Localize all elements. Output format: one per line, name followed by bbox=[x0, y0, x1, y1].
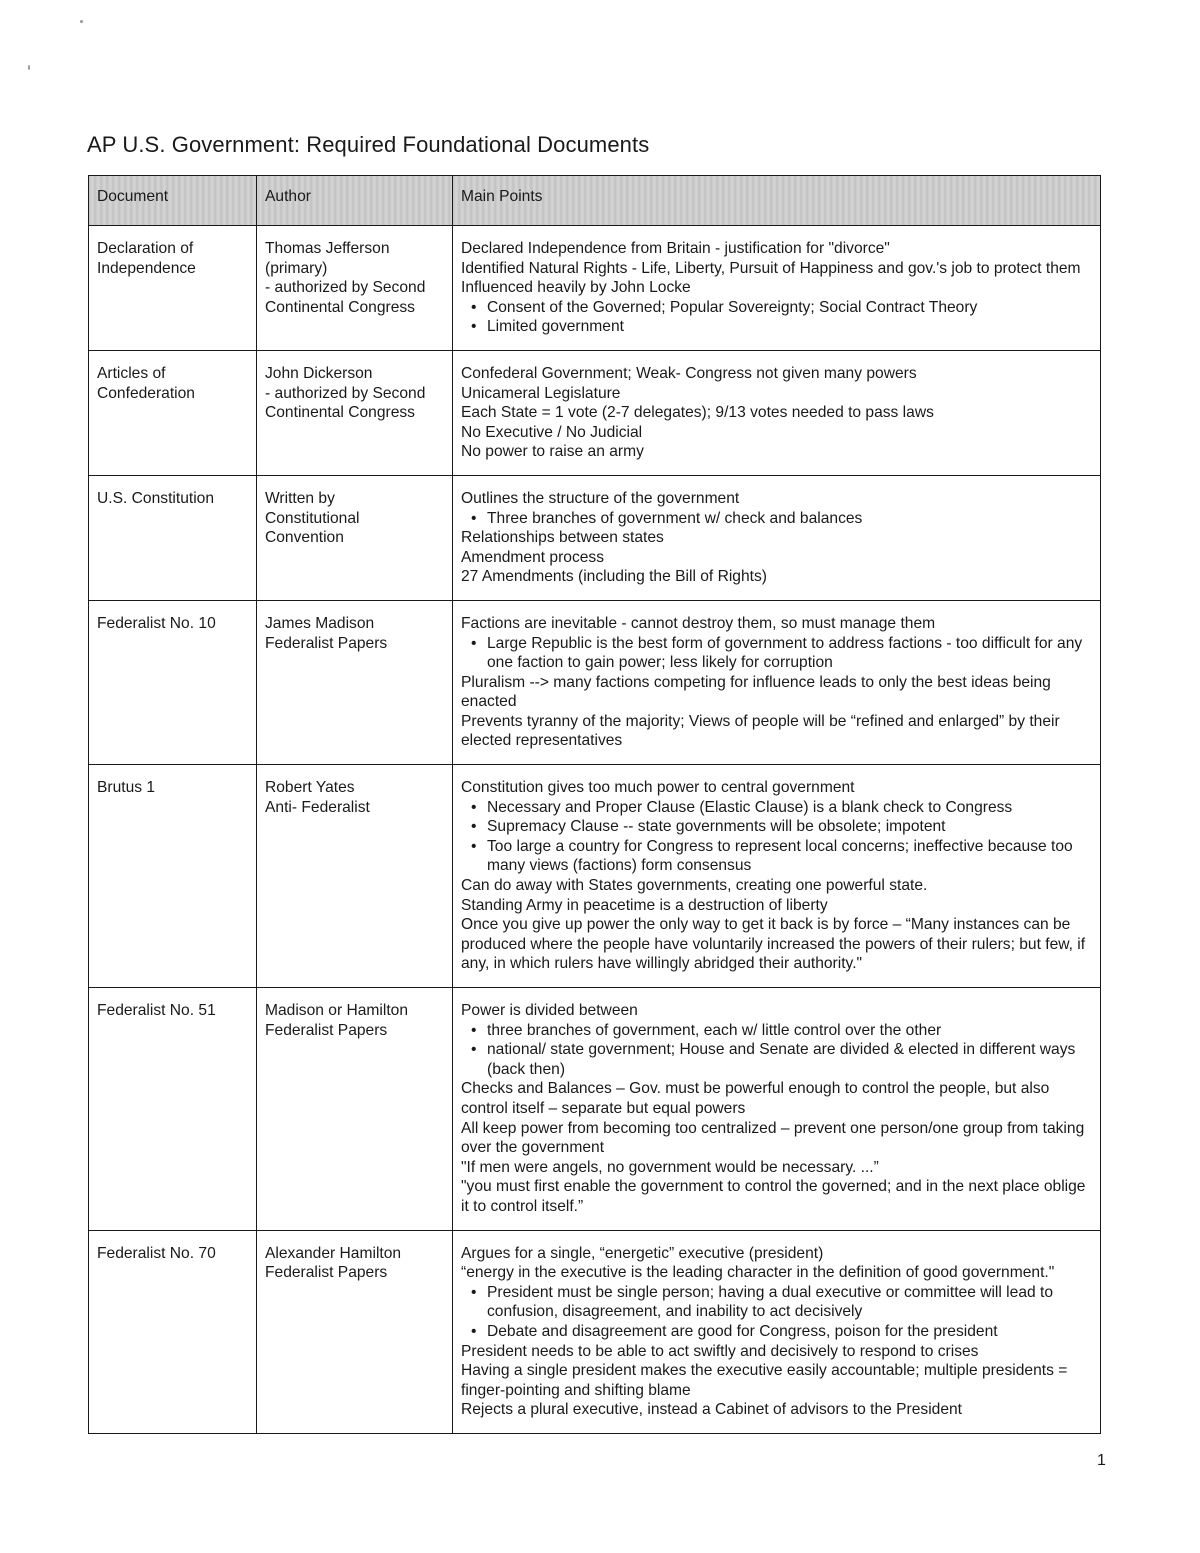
cell-main-points bbox=[453, 765, 1101, 988]
author-line: Continental Congress bbox=[265, 298, 415, 316]
cell-author bbox=[257, 226, 453, 351]
author-line: Constitutional bbox=[265, 509, 360, 527]
author-line: Convention bbox=[265, 529, 344, 547]
point-line: Prevents tyranny of the majority; Views of people will be “refined and enlarged” by their elected representatives bbox=[461, 712, 1060, 750]
author-line: John Dickerson bbox=[265, 364, 373, 382]
author-line: Federalist Papers bbox=[265, 1021, 388, 1039]
cell-document: Federalist No. 51 bbox=[89, 988, 257, 1231]
point-line: Can do away with States governments, creating one powerful state. bbox=[461, 877, 928, 895]
header-author: Author bbox=[257, 176, 453, 226]
table-row bbox=[89, 1230, 1101, 1433]
bullet-point: • Necessary and Proper Clause (Elastic Clause) is a blank check to Congress bbox=[461, 798, 1092, 818]
author-line: Federalist Papers bbox=[265, 634, 388, 652]
author-line: Madison or Hamilton bbox=[265, 1002, 409, 1019]
table-row bbox=[89, 350, 1101, 475]
table-row bbox=[89, 600, 1101, 764]
cell-author bbox=[257, 350, 453, 475]
bullet-point: • Too large a country for Congress to represent local concerns; ineffective because too many views (factions) form consensus bbox=[461, 837, 1092, 876]
point-line: "If men were angels, no government would be necessary. ...” bbox=[461, 1158, 879, 1176]
cell-document: Brutus 1 bbox=[89, 765, 257, 988]
header-main-points: Main Points bbox=[453, 176, 1101, 226]
point-line: “energy in the executive is the leading character in the definition of good government." bbox=[461, 1264, 1055, 1282]
table-row bbox=[89, 765, 1101, 988]
cell-main-points bbox=[453, 475, 1101, 600]
scan-speck bbox=[28, 65, 30, 70]
point-line: Declared Independence from Britain - justification for "divorce" bbox=[461, 240, 890, 257]
cell-document: Declaration of Independence bbox=[89, 226, 257, 351]
author-line: - authorized by Second bbox=[265, 384, 426, 402]
header-document: Document bbox=[89, 176, 257, 226]
cell-document: Federalist No. 10 bbox=[89, 600, 257, 764]
point-line: No Executive / No Judicial bbox=[461, 423, 643, 441]
page-number: 1 bbox=[1097, 1452, 1106, 1469]
point-line: Argues for a single, “energetic” executive (president) bbox=[461, 1244, 824, 1262]
point-line: Pluralism --> many factions competing for influence leads to only the best ideas being enacted bbox=[461, 673, 1051, 711]
cell-main-points bbox=[453, 988, 1101, 1231]
table-header-row bbox=[89, 176, 1101, 226]
table-row bbox=[89, 226, 1101, 351]
table-row bbox=[89, 988, 1101, 1231]
point-line: Having a single president makes the executive easily accountable; multiple presidents = finger-pointing and shifting blame bbox=[461, 1362, 1068, 1399]
point-line: Once you give up power the only way to get it back is by force – “Many instances can be produced where the people have voluntarily increased the powers of their rulers; but few, if any, in which rulers have willingly abridged their authority." bbox=[461, 916, 1086, 973]
cell-document: Federalist No. 70 bbox=[89, 1230, 257, 1433]
cell-author bbox=[257, 475, 453, 600]
cell-author bbox=[257, 1230, 453, 1433]
cell-document: U.S. Constitution bbox=[89, 475, 257, 600]
cell-main-points bbox=[453, 600, 1101, 764]
bullet-point: • Large Republic is the best form of government to address factions - too difficult for any one faction to gain power; less likely for corruption bbox=[461, 634, 1092, 673]
point-line: Influenced heavily by John Locke bbox=[461, 279, 691, 297]
page-title: AP U.S. Government: Required Foundational Documents bbox=[87, 132, 650, 157]
author-line: (primary) bbox=[265, 259, 328, 277]
bullet-point: • Supremacy Clause -- state governments will be obsolete; impotent bbox=[461, 817, 1092, 837]
point-line: "you must first enable the government to control the governed; and in the next place oblige it to control itself.” bbox=[461, 1178, 1086, 1215]
author-line: Thomas Jefferson bbox=[265, 240, 390, 257]
author-line: Alexander Hamilton bbox=[265, 1244, 402, 1262]
bullet-point: • Three branches of government w/ check and balances bbox=[461, 509, 1092, 529]
point-line: Checks and Balances – Gov. must be powerful enough to control the people, but also control itself – separate but equal powers bbox=[461, 1080, 1050, 1117]
author-line: Robert Yates bbox=[265, 779, 355, 797]
cell-main-points bbox=[453, 226, 1101, 351]
scan-speck bbox=[80, 20, 83, 23]
point-line: No power to raise an army bbox=[461, 443, 644, 461]
point-line: Power is divided between bbox=[461, 1002, 638, 1019]
cell-main-points bbox=[453, 350, 1101, 475]
table-body bbox=[89, 226, 1101, 1434]
point-line: President needs to be able to act swiftly and decisively to respond to crises bbox=[461, 1342, 979, 1360]
cell-document: Articles of Confederation bbox=[89, 350, 257, 475]
point-line: Outlines the structure of the government bbox=[461, 489, 740, 507]
point-line: Amendment process bbox=[461, 548, 605, 566]
bullet-point: • three branches of government, each w/ little control over the other bbox=[461, 1021, 1092, 1041]
point-line: Factions are inevitable - cannot destroy them, so must manage them bbox=[461, 614, 936, 632]
author-line: James Madison bbox=[265, 614, 375, 632]
cell-author bbox=[257, 765, 453, 988]
point-line: Identified Natural Rights - Life, Liberty, Pursuit of Happiness and gov.'s job to protect them bbox=[461, 259, 1081, 277]
bullet-point: • Limited government bbox=[461, 317, 1092, 337]
point-line: Each State = 1 vote (2-7 delegates); 9/13 votes needed to pass laws bbox=[461, 404, 934, 422]
cell-author bbox=[257, 988, 453, 1231]
cell-main-points bbox=[453, 1230, 1101, 1433]
table-row bbox=[89, 475, 1101, 600]
bullet-point: • Consent of the Governed; Popular Sovereignty; Social Contract Theory bbox=[461, 298, 1092, 318]
point-line: Rejects a plural executive, instead a Cabinet of advisors to the President bbox=[461, 1401, 963, 1419]
point-line: Confederal Government; Weak- Congress not given many powers bbox=[461, 364, 917, 382]
author-line: Anti- Federalist bbox=[265, 798, 370, 816]
author-line: Written by bbox=[265, 489, 335, 507]
bullet-point: • Debate and disagreement are good for Congress, poison for the president bbox=[461, 1322, 1092, 1342]
author-line: - authorized by Second bbox=[265, 279, 426, 297]
bullet-point: • President must be single person; having a dual executive or committee will lead to confusion, disagreement, and inability to act decisively bbox=[461, 1283, 1092, 1322]
author-line: Continental Congress bbox=[265, 404, 415, 422]
point-line: Relationships between states bbox=[461, 529, 664, 547]
point-line: All keep power from becoming too centralized – prevent one person/one group from taking over the government bbox=[461, 1119, 1085, 1157]
point-line: 27 Amendments (including the Bill of Rights) bbox=[461, 568, 767, 586]
bullet-point: • national/ state government; House and Senate are divided & elected in different ways (back then) bbox=[461, 1040, 1092, 1079]
point-line: Constitution gives too much power to central government bbox=[461, 779, 855, 797]
point-line: Standing Army in peacetime is a destruction of liberty bbox=[461, 896, 828, 914]
point-line: Unicameral Legislature bbox=[461, 384, 621, 402]
documents-table bbox=[88, 175, 1101, 1434]
cell-author bbox=[257, 600, 453, 764]
author-line: Federalist Papers bbox=[265, 1264, 388, 1282]
